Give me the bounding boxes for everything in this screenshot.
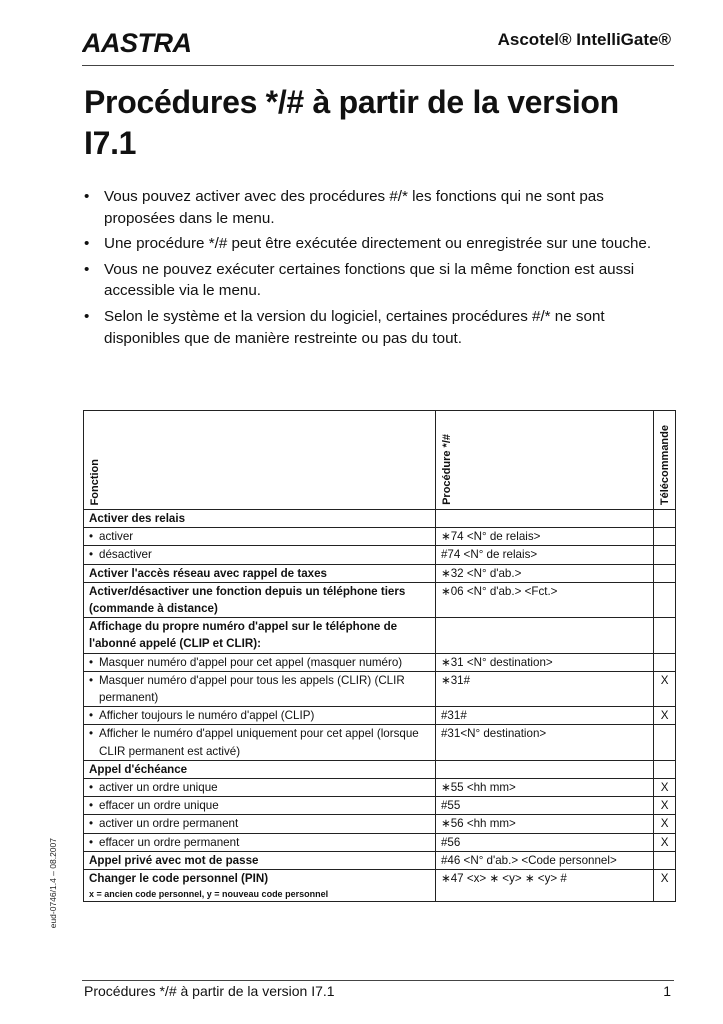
product-name: Ascotel® IntelliGate® [497, 30, 671, 49]
table-row [84, 833, 676, 851]
page-number: 1 [663, 983, 671, 999]
cell-fonction [84, 671, 436, 706]
table-header-row [84, 411, 676, 510]
bullet-text: Vous pouvez activer avec des procédures #/* les fonctions qui ne sont pas proposées dans le menu. [104, 188, 604, 227]
function-label: • Afficher toujours le numéro d'appel (CLIP) [89, 707, 430, 724]
cell-telecommande [654, 851, 676, 869]
section-label: Appel privé avec mot de passe [89, 853, 259, 867]
table-row [84, 851, 676, 869]
table-row [84, 760, 676, 778]
cell-fonction [84, 618, 436, 653]
function-label: • désactiver [89, 546, 430, 563]
table-row [84, 546, 676, 564]
table-row [84, 564, 676, 582]
table-row [84, 707, 676, 725]
cell-telecommande [654, 653, 676, 671]
cell-procedure [435, 760, 653, 778]
bullet-text: Une procédure */# peut être exécutée directement ou enregistrée sur une touche. [104, 235, 652, 253]
cell-fonction [84, 725, 436, 760]
cell-fonction [84, 653, 436, 671]
cell-telecommande [654, 546, 676, 564]
table-row [84, 528, 676, 546]
section-label: Activer l'accès réseau avec rappel de taxes [89, 566, 328, 580]
function-label: • Masquer numéro d'appel pour tous les appels (CLIR) (CLIR permanent) [89, 672, 430, 706]
table-row [84, 797, 676, 815]
aastra-logo [82, 28, 214, 58]
table-row [84, 618, 676, 653]
cell-fonction [84, 833, 436, 851]
cell-procedure [435, 510, 653, 528]
section-label: Activer des relais [89, 512, 186, 525]
cell-fonction [84, 797, 436, 815]
cell-fonction [84, 582, 436, 617]
bullet-item: • Une procédure */# peut être exécutée directement ou enregistrée sur une touche. [84, 235, 652, 253]
cell-fonction [84, 870, 436, 902]
function-label: • Masquer numéro d'appel pour cet appel (masquer numéro) [89, 654, 430, 671]
table-row [84, 870, 676, 902]
footer-title: Procédures */# à partir de la version I7.1 [84, 983, 335, 999]
footer-divider [82, 980, 674, 981]
cell-telecommande [654, 618, 676, 653]
table-row [84, 779, 676, 797]
page-title: Procédures */# à partir de la version I7.1 [84, 84, 619, 161]
cell-telecommande: X [654, 797, 676, 815]
cell-procedure: ∗31# [435, 671, 653, 706]
cell-telecommande: X [654, 707, 676, 725]
cell-fonction [84, 760, 436, 778]
cell-fonction [84, 510, 436, 528]
cell-fonction [84, 707, 436, 725]
table-row [84, 725, 676, 760]
section-label: Changer le code personnel (PIN) [89, 872, 269, 886]
table-row [84, 582, 676, 617]
cell-procedure: ∗06 <N° d'ab.> <Fct.> [435, 582, 653, 617]
section-label: Appel d'échéance [89, 762, 188, 776]
table-body [84, 510, 676, 902]
bullet-item: • Vous ne pouvez exécuter certaines fonctions que si la même fonction est aussi accessible via le menu. [84, 260, 635, 300]
cell-procedure: #31<N° destination> [435, 725, 653, 760]
cell-procedure: ∗31 <N° destination> [435, 653, 653, 671]
cell-telecommande: X [654, 870, 676, 902]
table-row [84, 815, 676, 833]
cell-telecommande [654, 528, 676, 546]
cell-procedure: #56 [435, 833, 653, 851]
cell-fonction [84, 815, 436, 833]
document-code: eud-0746/1.4 – 08.2007 [48, 838, 58, 929]
cell-fonction [84, 779, 436, 797]
cell-telecommande: X [654, 779, 676, 797]
header-fonction: Fonction [84, 411, 436, 510]
cell-procedure: ∗32 <N° d'ab.> [435, 564, 653, 582]
cell-procedure: #55 [435, 797, 653, 815]
cell-procedure: ∗55 <hh mm> [435, 779, 653, 797]
cell-fonction [84, 851, 436, 869]
cell-telecommande [654, 510, 676, 528]
cell-fonction [84, 546, 436, 564]
cell-telecommande: X [654, 833, 676, 851]
section-label: Activer/désactiver une fonction depuis un téléphone tiers (commande à distance) [89, 584, 406, 616]
aastra-logo-mark [82, 28, 214, 58]
cell-telecommande [654, 725, 676, 760]
table-footnote: x = ancien code personnel, y = nouveau code personnel [89, 889, 329, 900]
table-row [84, 510, 676, 528]
cell-telecommande [654, 760, 676, 778]
cell-fonction [84, 564, 436, 582]
cell-procedure: ∗47 <x> ∗ <y> ∗ <y> # [435, 870, 653, 902]
cell-procedure: #46 <N° d'ab.> <Code personnel> [435, 851, 653, 869]
header-divider [82, 65, 674, 66]
cell-procedure: ∗56 <hh mm> [435, 815, 653, 833]
header-procedure: Procédure */# [435, 411, 653, 510]
function-label: • effacer un ordre unique [89, 797, 430, 814]
section-label: Affichage du propre numéro d'appel sur le téléphone de l'abonné appelé (CLIP et CLIR): [89, 620, 398, 651]
cell-procedure [435, 618, 653, 653]
table-row [84, 671, 676, 706]
cell-telecommande [654, 564, 676, 582]
cell-procedure: #74 <N° de relais> [435, 546, 653, 564]
intro-bullet-list [84, 186, 676, 353]
cell-telecommande [654, 582, 676, 617]
header-telecommande: Télécommande [654, 411, 676, 510]
function-label: • activer un ordre unique [89, 779, 430, 796]
function-label: • activer [89, 528, 430, 545]
cell-fonction [84, 528, 436, 546]
bullet-text: Selon le système et la version du logiciel, certaines procédures #/* ne sont disponibles que de manière restreinte ou pas du tout. [104, 307, 605, 347]
function-label: • Afficher le numéro d'appel uniquement pour cet appel (lorsque CLIR permanent est activé) [89, 725, 430, 759]
bullet-text: Vous ne pouvez exécuter certaines fonctions que si la même fonction est aussi accessible via le menu. [104, 260, 635, 300]
function-label: • effacer un ordre permanent [89, 834, 430, 851]
cell-procedure: ∗74 <N° de relais> [435, 528, 653, 546]
function-label: • activer un ordre permanent [89, 815, 430, 832]
bullet-item: • Selon le système et la version du logiciel, certaines procédures #/* ne sont disponibles que de manière restreinte ou pas du tout. [84, 307, 605, 347]
cell-telecommande: X [654, 671, 676, 706]
table-row [84, 653, 676, 671]
logo-wordmark: AASTRA [82, 28, 192, 58]
cell-procedure: #31# [435, 707, 653, 725]
procedures-table [83, 410, 676, 902]
cell-telecommande: X [654, 815, 676, 833]
bullet-item: • Vous pouvez activer avec des procédures #/* les fonctions qui ne sont pas proposées dans le menu. [84, 188, 604, 227]
